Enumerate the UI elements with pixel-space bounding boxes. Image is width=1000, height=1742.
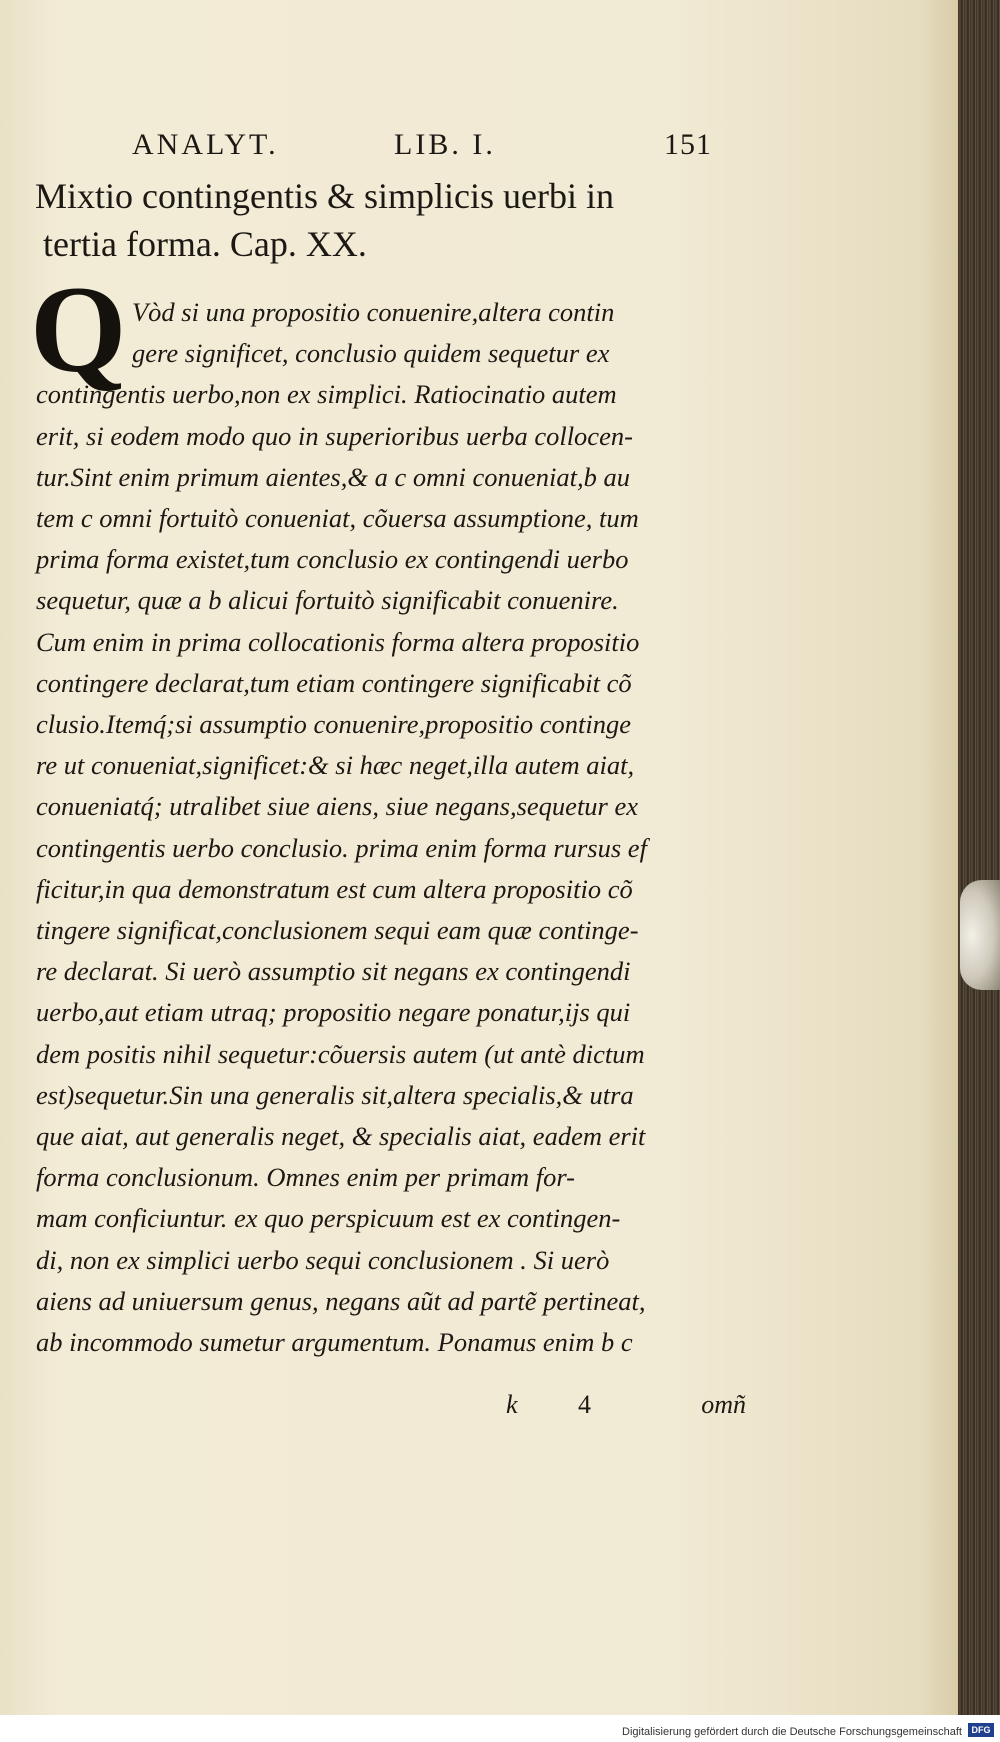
text-line: conueniatq́; utralibet siue aiens, siue negans,sequetur ex xyxy=(36,791,639,822)
signature-number: 4 xyxy=(578,1390,591,1419)
text-line: contingentis uerbo conclusio. prima enim forma rursus ef xyxy=(36,832,647,863)
text-line: mam conficiuntur. ex quo perspicuum est ex contingen- xyxy=(36,1203,621,1234)
running-head-title: ANALYT. xyxy=(132,128,279,161)
text-line: tingere significat,conclusionem sequi eam quæ continge- xyxy=(36,915,639,945)
text-line: re declarat. Si uerò assumptio sit negans ex contingendi xyxy=(36,956,631,987)
text-line: gere significet, conclusio quidem sequetur ex xyxy=(132,338,610,369)
dfg-logo: DFG xyxy=(968,1723,994,1737)
text-line: forma conclusionum. Omnes enim per primam for- xyxy=(36,1162,575,1193)
text-line: tur.Sint enim primum aientes,& a c omni conueniat,b au xyxy=(36,461,630,492)
page-number: 151 xyxy=(664,128,712,161)
chapter-title-line-2: tertia forma. Cap. XX. xyxy=(43,224,367,264)
text-line: prima forma existet,tum conclusio ex contingendi uerbo xyxy=(36,544,629,575)
running-head-book: LIB. I. xyxy=(394,128,496,161)
chapter-title xyxy=(35,172,715,268)
running-head xyxy=(132,128,712,168)
text-line: que aiat, aut generalis neget, & specialis aiat, eadem erit xyxy=(36,1121,646,1151)
text-line: est)sequetur.Sin una generalis sit,altera specialis,& utra xyxy=(36,1079,634,1110)
catchword: omñ xyxy=(701,1390,746,1419)
text-line: re ut conueniat,significet:& si hæc neget,illa autem aiat, xyxy=(36,750,635,781)
footer-credit: Digitalisierung gefördert durch die Deutsche Forschungsgemeinschaft xyxy=(622,1726,962,1738)
text-line: Cum enim in prima collocationis forma altera propositio xyxy=(36,626,640,657)
text-line: contingere declarat,tum etiam contingere significabit cõ xyxy=(36,667,632,698)
text-line: Vòd si una propositio conuenire,altera contin xyxy=(132,297,615,327)
text-line: dem positis nihil sequetur:cõuersis autem (ut antè dictum xyxy=(36,1038,645,1069)
signature-mark: k xyxy=(506,1390,518,1419)
chapter-title-line-1: Mixtio contingentis & simplicis uerbi in xyxy=(35,176,614,216)
text-line: uerbo,aut etiam utraq; propositio negare ponatur,ijs qui xyxy=(36,997,631,1028)
text-line: aiens ad uniuersum genus, negans aũt ad partẽ pertineat, xyxy=(36,1285,646,1316)
text-line: ficitur,in qua demonstratum est cum altera propositio cõ xyxy=(36,873,633,904)
text-line: ab incommodo sumetur argumentum. Ponamus enim b c xyxy=(36,1327,633,1357)
signature-line xyxy=(506,1390,746,1430)
book-clasp xyxy=(960,880,1000,990)
book-edge xyxy=(958,0,1000,1715)
decorated-initial: Q xyxy=(30,261,127,398)
text-line: sequetur, quæ a b alicui fortuitò significabit conuenire. xyxy=(36,585,619,616)
text-line: erit, si eodem modo quo in superioribus uerba collocen- xyxy=(36,420,633,451)
text-line: clusio.Itemq́;si assumptio conuenire,propositio continge xyxy=(36,709,631,739)
text-line: tem c omni fortuitò conueniat, cõuersa assumptione, tum xyxy=(36,503,639,533)
text-line: di, non ex simplici uerbo sequi conclusionem . Si uerò xyxy=(36,1244,610,1275)
text-line: contingentis uerbo,non ex simplici. Ratiocinatio autem xyxy=(36,379,617,410)
